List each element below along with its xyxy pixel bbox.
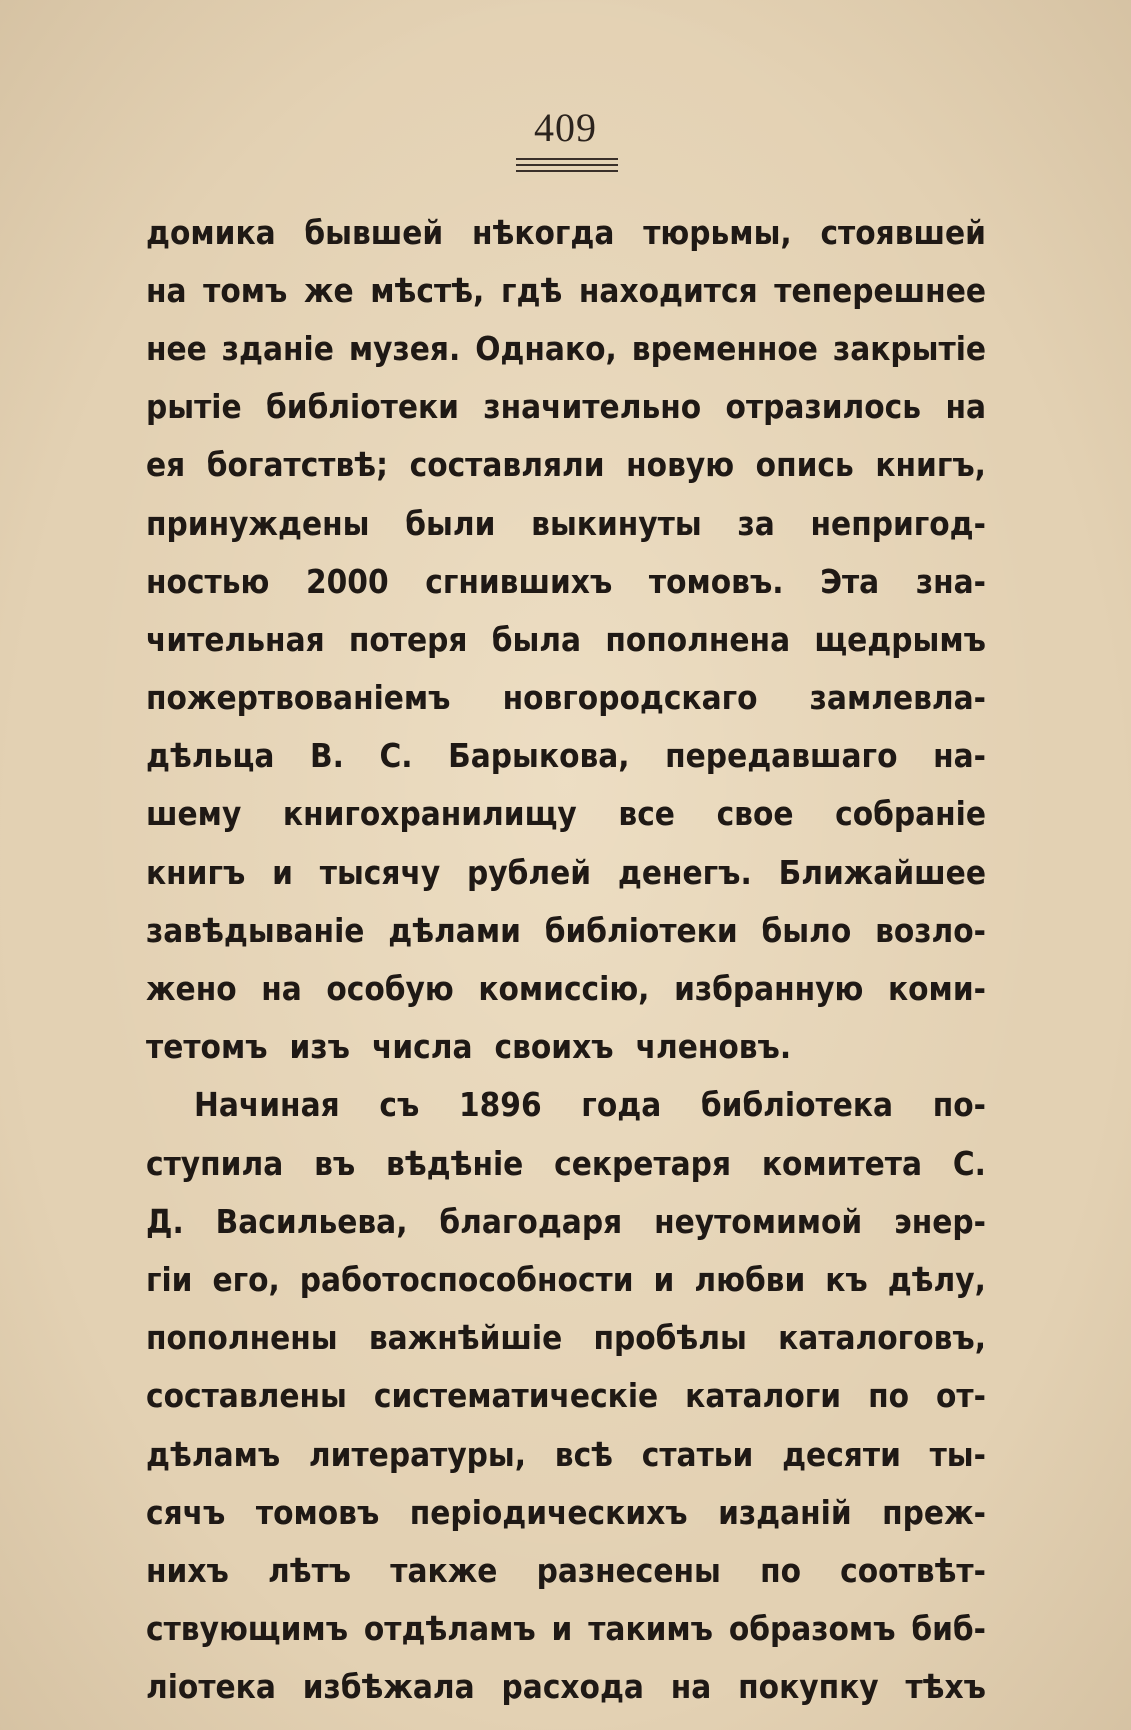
word: гдѣ	[500, 270, 563, 310]
word: и	[272, 852, 293, 892]
word: библіотека	[700, 1085, 894, 1125]
word: его,	[212, 1259, 280, 1299]
word: новгородскаго	[502, 678, 758, 718]
word: ліотека	[146, 1667, 276, 1707]
word: также	[390, 1550, 498, 1590]
word: тысячу	[319, 852, 441, 892]
text-line	[146, 1658, 986, 1716]
word: особую	[326, 969, 454, 1009]
word: чительная	[146, 619, 325, 659]
text-line	[146, 669, 986, 727]
text-line	[146, 1134, 986, 1192]
word: съ	[379, 1085, 420, 1125]
word: Начиная	[194, 1085, 340, 1125]
text-line	[146, 727, 986, 785]
word: выкинуты	[531, 503, 702, 543]
word: пробѣлы	[593, 1318, 747, 1358]
word: все	[618, 794, 675, 834]
word: собраніе	[835, 794, 986, 834]
word: благодаря	[439, 1201, 623, 1241]
word: Эта	[820, 561, 880, 601]
word: нее	[146, 328, 207, 368]
word: рытіе	[146, 387, 242, 427]
word: избранную	[674, 969, 864, 1009]
word: книгъ,	[875, 445, 986, 485]
text-line	[146, 494, 986, 552]
word: на	[670, 1667, 712, 1707]
text-line	[146, 901, 986, 959]
word: періодическихъ	[409, 1492, 688, 1532]
text-line	[146, 261, 986, 319]
word: завѣдываніе	[146, 910, 365, 950]
page-number: 409	[534, 105, 597, 150]
word: составлены	[146, 1376, 347, 1416]
ornamental-rule	[516, 170, 618, 172]
word: стоявшей	[820, 212, 986, 252]
text-line	[146, 610, 986, 668]
word: по-	[932, 1085, 986, 1125]
word: покупку	[738, 1667, 879, 1707]
word: ея	[146, 445, 186, 485]
text-line	[146, 959, 986, 1017]
word: щедрымъ	[814, 619, 986, 659]
word: денегъ.	[617, 852, 752, 892]
word: 1896	[458, 1085, 542, 1125]
word: комитета	[761, 1143, 923, 1183]
word: за	[737, 503, 775, 543]
word: соотвѣт-	[840, 1550, 986, 1590]
word: возло-	[875, 910, 986, 950]
word: изъ	[289, 1027, 350, 1067]
word: ты-	[929, 1434, 986, 1474]
word: на	[261, 969, 302, 1009]
word: было	[761, 910, 852, 950]
word: домика	[146, 212, 276, 252]
word: Васильева,	[215, 1201, 408, 1241]
word: неутомимой	[654, 1201, 863, 1241]
word: биб-	[911, 1609, 986, 1649]
word: теперешнее	[774, 270, 986, 310]
word: всѣ	[554, 1434, 614, 1474]
word: расхода	[501, 1667, 644, 1707]
text-line	[146, 378, 986, 436]
word: по	[868, 1376, 909, 1416]
word: С.	[379, 736, 413, 776]
word: нихъ	[146, 1550, 229, 1590]
word: свое	[716, 794, 794, 834]
word: дѣламъ	[146, 1434, 281, 1474]
word: въ	[314, 1143, 356, 1183]
word: года	[581, 1085, 662, 1125]
word: были	[405, 503, 496, 543]
text-line	[146, 843, 986, 901]
word: комиссію,	[478, 969, 650, 1009]
word: дѣлу,	[887, 1259, 986, 1299]
text-line	[146, 319, 986, 377]
word: на	[146, 270, 187, 310]
text-line	[146, 785, 986, 843]
word: десяти	[782, 1434, 901, 1474]
text-line	[146, 1541, 986, 1599]
word: книгъ	[146, 852, 246, 892]
word: отразилось	[725, 387, 922, 427]
word: лѣтъ	[267, 1550, 352, 1590]
word: богатствѣ;	[206, 445, 389, 485]
word: непригод-	[810, 503, 986, 543]
word: ступила	[146, 1143, 284, 1183]
ornamental-rule	[516, 158, 618, 160]
word: бывшей	[304, 212, 444, 252]
word: шему	[146, 794, 242, 834]
text-line	[146, 1309, 986, 1367]
word: сгнившихъ	[425, 561, 613, 601]
word: изданій	[718, 1492, 852, 1532]
word: принуждены	[146, 503, 370, 543]
word: томъ	[203, 270, 288, 310]
word: ствующимъ	[146, 1609, 349, 1649]
word: секретаря	[554, 1143, 731, 1183]
word: коми-	[888, 969, 986, 1009]
word: Барыкова,	[448, 736, 630, 776]
text-line	[146, 552, 986, 610]
word: С.	[952, 1143, 986, 1183]
word: литературы,	[308, 1434, 527, 1474]
word: Ближайшее	[778, 852, 986, 892]
word: систематическіе	[373, 1376, 659, 1416]
text-line	[146, 1600, 986, 1658]
word: на-	[933, 736, 986, 776]
word: къ	[825, 1259, 868, 1299]
word: сячъ	[146, 1492, 226, 1532]
word: на	[945, 387, 986, 427]
word: тѣхъ	[905, 1667, 986, 1707]
word: библіотеки	[266, 387, 459, 427]
word: Д.	[146, 1201, 184, 1241]
word: тетомъ	[146, 1027, 268, 1067]
word: рублей	[467, 852, 592, 892]
word: опись	[755, 445, 854, 485]
word: 2000	[305, 561, 389, 601]
word: любви	[694, 1259, 806, 1299]
word: дѣльца	[146, 736, 275, 776]
word: временное	[631, 328, 818, 368]
word: находится	[578, 270, 758, 310]
paragraph-2	[146, 1076, 986, 1716]
body-text	[146, 203, 986, 1716]
word: же	[303, 270, 354, 310]
word: членовъ.	[635, 1027, 792, 1067]
word: по	[760, 1550, 801, 1590]
text-line	[146, 1076, 986, 1134]
word: книгохранилищу	[282, 794, 577, 834]
word: такимъ	[588, 1609, 713, 1649]
word: избѣжала	[302, 1667, 475, 1707]
word: отдѣламъ	[363, 1609, 536, 1649]
text-line	[146, 1018, 986, 1076]
word: ностью	[146, 561, 270, 601]
text-line	[146, 1483, 986, 1541]
word: своихъ	[494, 1027, 614, 1067]
word: потеря	[348, 619, 468, 659]
word: числа	[371, 1027, 473, 1067]
word: замлевла-	[809, 678, 986, 718]
word: каталоги	[685, 1376, 842, 1416]
text-line	[146, 203, 986, 261]
word: новую	[626, 445, 735, 485]
word: важнѣйшіе	[368, 1318, 563, 1358]
word: пожертвованіемъ	[146, 678, 451, 718]
word: значительно	[483, 387, 702, 427]
word: статьи	[641, 1434, 754, 1474]
word: музея.	[348, 328, 461, 368]
word: образомъ	[728, 1609, 896, 1649]
word: жено	[146, 969, 237, 1009]
text-line	[146, 1250, 986, 1308]
word: библіотеки	[544, 910, 738, 950]
word: разнесены	[536, 1550, 721, 1590]
word: тюрьмы,	[643, 212, 792, 252]
word: В.	[309, 736, 344, 776]
text-line	[146, 436, 986, 494]
word: и	[653, 1259, 675, 1299]
word: и	[551, 1609, 573, 1649]
word: пополнена	[605, 619, 791, 659]
text-line	[146, 1425, 986, 1483]
word: дѣлами	[388, 910, 521, 950]
word: мѣстѣ,	[370, 270, 485, 310]
word: томовъ	[255, 1492, 380, 1532]
word: преж-	[882, 1492, 986, 1532]
word: вѣдѣніе	[386, 1143, 524, 1183]
text-line	[146, 1367, 986, 1425]
word: составляли	[409, 445, 605, 485]
word: от-	[936, 1376, 986, 1416]
text-line	[146, 1192, 986, 1250]
word: работоспособности	[299, 1259, 634, 1299]
word: энер-	[894, 1201, 986, 1241]
ornamental-rule	[516, 164, 618, 166]
word: зна-	[915, 561, 986, 601]
word: гіи	[146, 1259, 193, 1299]
word: пополнены	[146, 1318, 338, 1358]
word: томовъ.	[648, 561, 784, 601]
word: зданіе	[221, 328, 334, 368]
word: каталоговъ,	[778, 1318, 986, 1358]
word: нѣкогда	[472, 212, 615, 252]
word: передавшаго	[665, 736, 898, 776]
word: закрытіе	[832, 328, 986, 368]
word: Однако,	[475, 328, 617, 368]
word: была	[491, 619, 582, 659]
paragraph-1	[146, 203, 986, 1076]
